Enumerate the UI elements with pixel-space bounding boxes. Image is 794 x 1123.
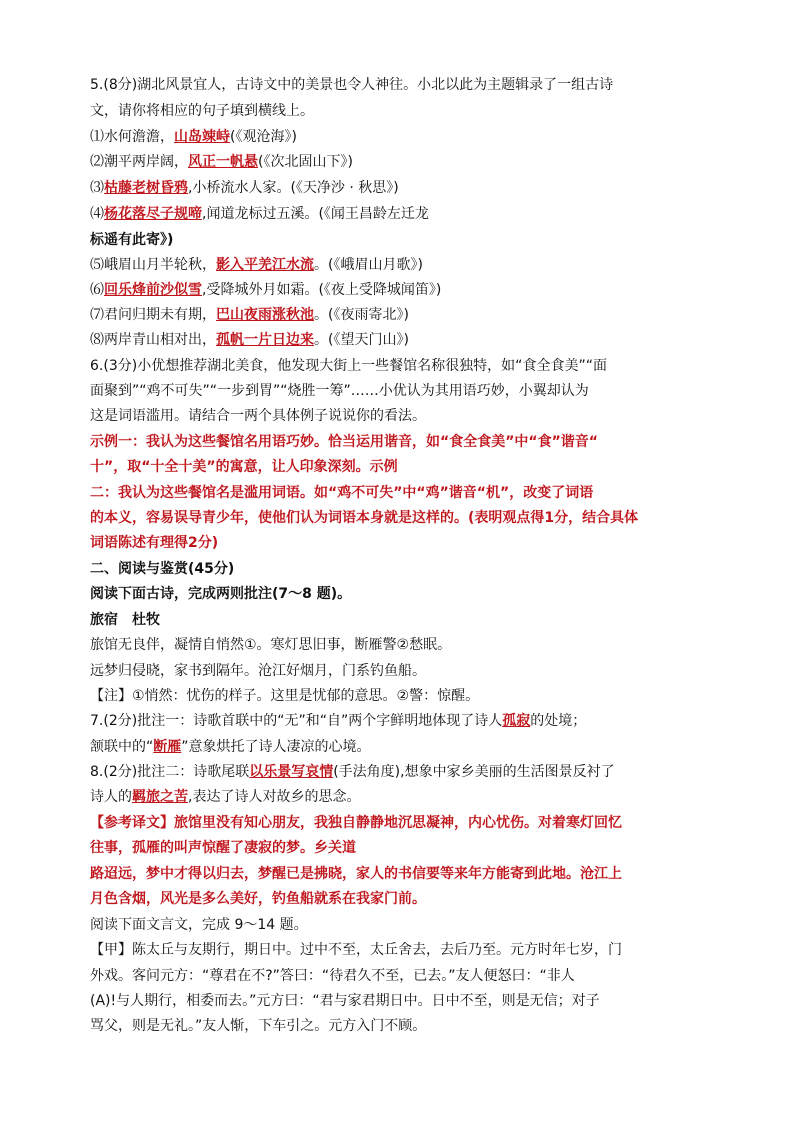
translation-line2: 往事，孤雁的叫声惊醒了凄寂的梦。乡关道 — [90, 840, 356, 856]
q8-text: ,表达了诗人对故乡的思念。 — [188, 789, 361, 805]
item-source: (《次北固山下》) — [258, 154, 353, 170]
q5-item-6 — [90, 279, 441, 301]
item-source: ,闻道龙标过五溪。(《闻王昌龄左迁龙 — [202, 206, 429, 222]
answer-fill: 风正一帆悬 — [188, 154, 258, 170]
item-prefix: ⑹ — [90, 282, 104, 298]
classical-line2: 外戏。客问元方：“尊君在不?”答曰：“待君久不至，已去。”友人便怒曰：“非人 — [90, 968, 575, 984]
q5-item-8 — [90, 329, 409, 351]
answer-fill: 孤寂 — [502, 713, 531, 729]
poem-note: 【注】①悄然：忧伤的样子。这里是忧郁的意思。②警：惊醒。 — [90, 688, 480, 704]
item-prefix: ⑶ — [90, 180, 104, 196]
item-prefix: ⑷ — [90, 206, 104, 222]
classical-intro: 阅读下面文言文，完成 9～14 题。 — [90, 917, 308, 933]
poem-heading — [90, 609, 160, 631]
q8-line2 — [90, 786, 360, 808]
q6-answer-line2: 十”，取“十全十美”的寓意，让人印象深刻。示例 — [90, 459, 398, 475]
q5-item-3 — [90, 177, 399, 199]
q5-stem-line2: 文，请你将相应的句子填到横线上。 — [90, 103, 314, 119]
item-source: 。(《夜雨寄北》) — [314, 307, 409, 323]
poem-intro: 阅读下面古诗，完成两则批注(7～8 题)。 — [90, 586, 352, 602]
item-source: 。(《峨眉山月歌》) — [314, 257, 423, 273]
item-prefix: ⑵潮平两岸阔， — [90, 154, 188, 170]
q7-text: ”意象烘托了诗人凄凉的心境。 — [181, 739, 371, 755]
classical-line3: (A)!与人期行，相委而去。”元方曰：“君与家君期日中。日中不至，则是无信；对子 — [90, 993, 600, 1009]
item-source: ,受降城外月如霜。(《夜上受降城闻笛》) — [202, 282, 442, 298]
item-source: (《观沧海》) — [230, 129, 297, 145]
section-title: 二、阅读与鉴赏(45分) — [90, 561, 235, 577]
item-prefix: ⑻两岸青山相对出， — [90, 332, 216, 348]
q7-text: 的处境； — [530, 713, 587, 729]
item-prefix: ⑴水何澹澹， — [90, 129, 174, 145]
q5-item-1 — [90, 126, 297, 148]
classical-line1: 【甲】陈太丘与友期行，期日中。过中不至，太丘舍去，去后乃至。元方时年七岁，门 — [90, 942, 622, 958]
answer-fill: 断雁 — [153, 739, 182, 755]
q5-item-2 — [90, 151, 353, 173]
item-prefix: ⑸峨眉山月半轮秋， — [90, 257, 216, 273]
answer-fill: 枯藤老树昏鸦 — [104, 180, 188, 196]
translation-text: 旅馆里没有知心朋友，我独自静静地沉思凝神，内心忧伤。对着寒灯回忆 — [174, 815, 622, 831]
q8-text: 8.(2分)批注二：诗歌尾联 — [90, 764, 250, 780]
q7-text: 7.(2分)批注一：诗歌首联中的“无”和“自”两个字鲜明地体现了诗人 — [90, 713, 503, 729]
poem-line2: 远梦归侵晓，家书到隔年。沧江好烟月，门系钓鱼船。 — [90, 663, 426, 679]
q5-stem-line1: 5.(8分)湖北风景宜人，古诗文中的美景也令人神往。小北以此为主题辑录了一组古诗 — [90, 77, 614, 93]
q6-answer-line4: 的本义，容易误导青少年，使他们认为词语本身就是这样的。(表明观点得1分，结合具体 — [90, 510, 639, 526]
translation-label: 【参考译文】 — [90, 815, 174, 831]
answer-fill: 影入平羌江水流 — [216, 257, 314, 273]
q6-stem-line2: 面聚到”“鸡不可失”“一步到胃”“烧胜一筹”……小优认为其用语巧妙，小翼却认为 — [90, 383, 589, 399]
q6-stem-line1: 6.(3分)小优想推荐湖北美食，他发现大街上一些餐馆名称很独特，如“食全食美”“面 — [90, 358, 607, 374]
q5-item-4 — [90, 203, 429, 225]
item-source: ,小桥流水人家。(《天净沙 · 秋思》) — [188, 180, 399, 196]
q5-item-7 — [90, 304, 409, 326]
translation-line1 — [90, 812, 622, 834]
item-source: 。(《望天门山》) — [314, 332, 409, 348]
answer-fill: 以乐景写哀情 — [249, 764, 334, 780]
q6-answer-line5: 词语陈述有理得2分) — [90, 535, 219, 551]
poem-author: 杜牧 — [132, 612, 160, 628]
q6-stem-line3: 这是词语滥用。请结合一两个具体例子说说你的看法。 — [90, 408, 426, 424]
answer-fill: 杨花落尽子规啼 — [104, 206, 202, 222]
answer-fill: 山岛竦峙 — [174, 129, 230, 145]
q5-item-4-continued: 标遥有此寄》) — [90, 232, 174, 248]
answer-fill: 巴山夜雨涨秋池 — [216, 307, 314, 323]
item-prefix: ⑺君问归期未有期， — [90, 307, 216, 323]
q7-line2 — [90, 736, 371, 758]
classical-line4: 骂父，则是无礼。”友人惭，下车引之。元方入门不顾。 — [90, 1018, 427, 1034]
q6-answer-line3: 二：我认为这些餐馆名是滥用词语。如“鸡不可失”中“鸡”谐音“机”，改变了词语 — [90, 485, 594, 501]
answer-fill: 孤帆一片日边来 — [216, 332, 314, 348]
q6-answer-line1: 示例一：我认为这些餐馆名用语巧妙。恰当运用谐音，如“食全食美”中“食”谐音“ — [90, 434, 599, 450]
answer-fill: 羁旅之苦 — [132, 789, 188, 805]
q7-text: 颔联中的“ — [90, 739, 154, 755]
poem-title: 旅宿 — [90, 612, 118, 628]
translation-line4: 月色含烟，风光是多么美好，钓鱼船就系在我家门前。 — [90, 891, 426, 907]
answer-fill: 回乐烽前沙似雪 — [104, 282, 202, 298]
q8-text: 诗人的 — [90, 789, 132, 805]
translation-line3: 路迢远，梦中才得以归去，梦醒已是拂晓，家人的书信要等来年方能寄到此地。沧江上 — [90, 866, 622, 882]
poem-line1: 旅馆无良伴，凝情自悄然①。寒灯思旧事，断雁警②愁眠。 — [90, 637, 452, 653]
q7-line1 — [90, 710, 586, 732]
q8-text: (手法角度),想象中家乡美丽的生活图景反衬了 — [333, 764, 615, 780]
q5-item-5 — [90, 254, 423, 276]
q8-line1 — [90, 761, 615, 783]
